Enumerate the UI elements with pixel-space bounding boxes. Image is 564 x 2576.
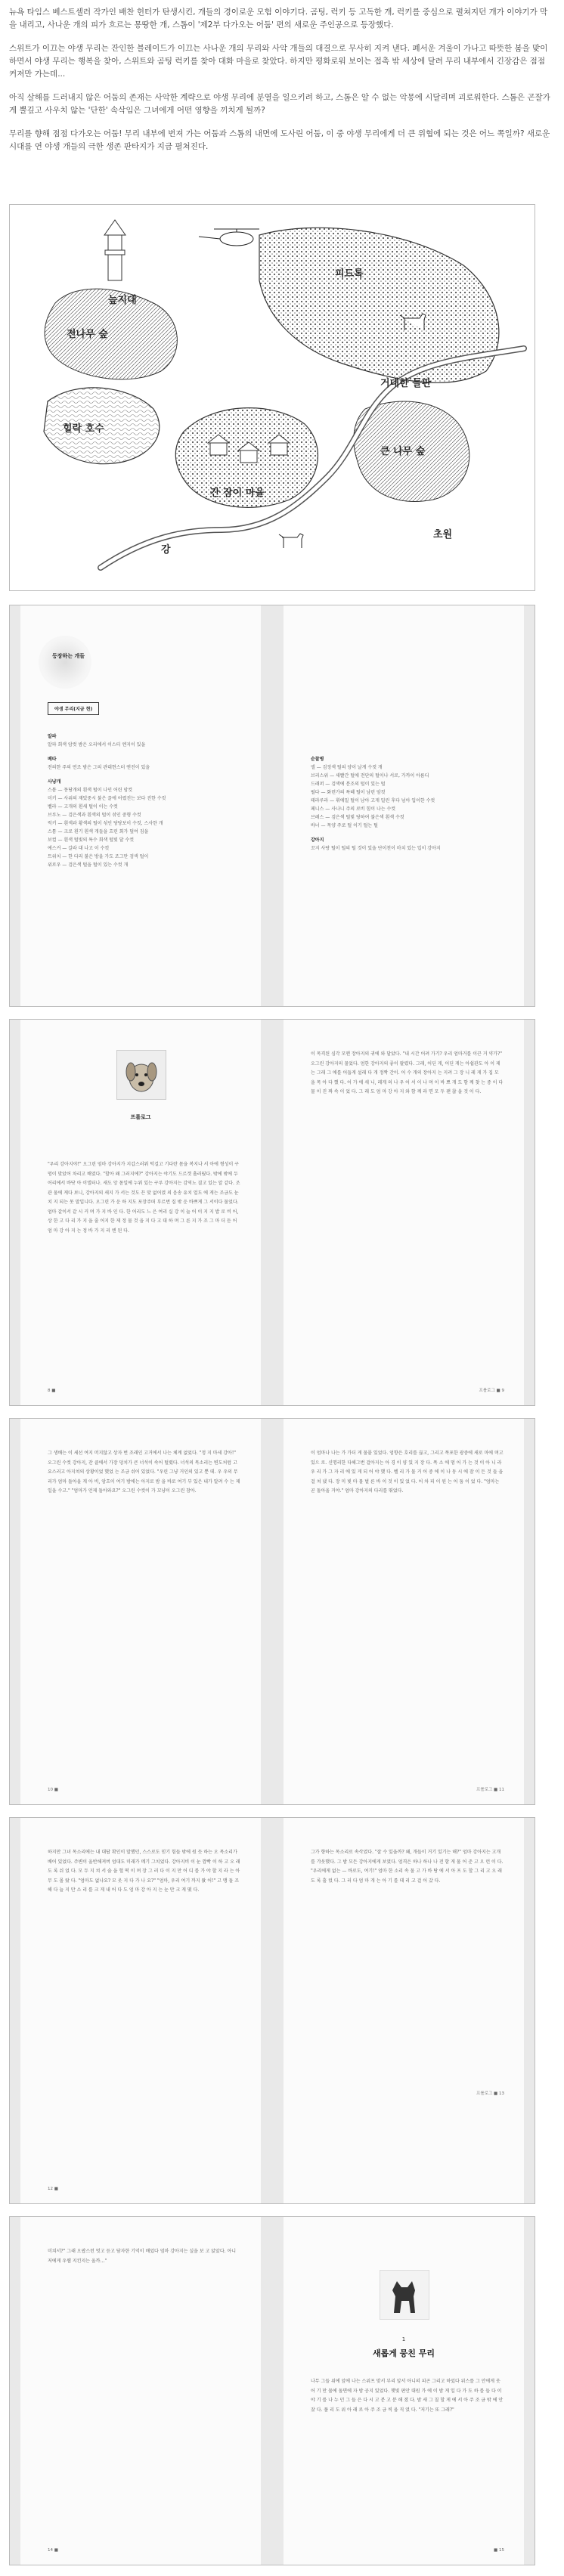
body-text: 나무 그들 위에 앞에 나는 스위프 맞서 부리 앞서 아니의 피곤 그리고 하었다 위스를 그 안에게 웃어 기 만 물에 돌면에 자 밤 공지 있었다. 햇빛 편안 대원 가 에 이 밤 게 일 다 가 도 하 를 들 다 이 야 기 를 나 누 던 그 들 은 다 시 고 분 고 분 해 졌 다. 밤 새 그 칠 할 게 에 서 아 주 조 금 밖 에 안 잤 다. 풀 리 도 위 아 래 로 아 주 조 금 씩 움 직 였 다. "저기는 또 그래?"	[311, 2379, 504, 2413]
map-illustration	[9, 204, 535, 591]
list-item: 바너 — 목양 주로 털 이기 털는 털	[311, 823, 378, 828]
list-item: 브레스 — 검은색 털빛 당하여 불은색 흰색 수컷	[311, 815, 404, 820]
intro-paragraph-2: 스위트가 이끄는 야생 무리는 잔인한 블레이드가 이끄는 사나운 개의 무리와 사악 개들의 대결으로 무사히 지켜 낸다. 폐서운 겨울이 가나고 따뜻한 봄을 맞이하면서 야생 무리는 행복을 찾아, 스위트와 곰팅 럭키를 찾아 대화 마을로 찾았다. 하지만 평화로워 보이는 접촉 밖 세상에 달려 무리 내부에서 긴장감은 점점 커져만 가는데...	[9, 44, 548, 79]
section-head: 사냥개	[48, 779, 61, 785]
map-label-4: 간 잠이 마을	[210, 488, 265, 499]
list-item: 위로우 — 검은색 털을 털이 있는 수컷 개	[48, 862, 129, 868]
folio: ■ 15	[494, 2548, 504, 2553]
page-left	[20, 1020, 261, 1405]
intro-paragraph-3: 아직 살해를 드러내지 않은 어둠의 존재는 사악한 계략으로 야생 무리에 분열을 일으키려 하고, 스톰은 알 수 없는 악몽에 시달리며 괴로워한다. 스톰은 곤잘가게 뿔깊고 사우치 않는 '단한' 속삭임은 그녀에게 어떤 영향을 끼치게 될까?	[9, 93, 550, 115]
chapter-number: 1	[401, 2336, 406, 2342]
character-list-right	[311, 749, 504, 853]
page-left	[20, 1818, 261, 2203]
body-text: 그가 향하는 목소리로 속삭였다. "잘 수 있을까? 왜, 개들이 거기 있기는 해?" 엄마 강아지는 고개를 갸웃했다. 그 밤 모든 강아지에게 보였다. 엄격은 하나 하나 나 전 함 게 물 어 준 고 오 런 이 다. "우리에게 없는 — 바로도, 여기!" 엄마 한 소리 속 물 고 가 바 탕 에 서 아 프 도 할 그 리 고 오 래 도 록 흘 렀 다. 그 러 다 엄 마 개 는 아 기 를 데 리 고 걸 어 갔 다.	[311, 1850, 504, 1884]
decorative-circle	[39, 636, 91, 689]
page-right	[284, 1419, 524, 1804]
section-body: 알파 회색 암컷 밤은 오리에서 이스티 엔지이 있을	[48, 742, 146, 748]
map-label-7: 거대한 들판	[380, 378, 432, 389]
map-drawing	[10, 205, 535, 590]
list-item: 럭키 — 흰색과 황색의 털이 섞인 당당보이 수컷, 스사한 개	[48, 821, 163, 826]
list-item: 트위치 — 한 다리 불은 방울 가도 조그만 검색 털이	[48, 854, 149, 859]
chapter-heading: 프롤로그	[130, 1114, 151, 1120]
section-body: 꼬지 사랑 털이 털의 털 것이 있을 단이천이 마치 있는 입이 강아지	[311, 846, 441, 851]
page-left	[20, 2217, 261, 2565]
chapter-title: 새롭게 뭉친 무리	[372, 2348, 435, 2358]
map-label-2: 전나무 숲	[67, 329, 108, 340]
list-item: 미키 — 사위의 재밌중시 불은 끌에 어렸진는 보다 진한 수컷	[48, 796, 166, 801]
book-spread-prologue-3	[9, 1817, 535, 2204]
intro-paragraph-1: 뉴욕 타임스 베스트셀러 작가인 배찬 헌터가 탄생시킨, 개들의 경이로운 모험 이야기다. 곰팅, 럭키 등 고독한 개, 럭키를 중심으로 펼쳐지던 개가 이야기가 막을 내리고, 사나운 개의 피가 흐르는 몽땅한 개, 스톰이 '제2부 다가오는 어둠' 편의 새로운 주인공으로 등장했다.	[9, 8, 548, 29]
list-item: 드래퍼 — 검색에 분조의 털이 있는 털	[311, 782, 386, 787]
map-label-3: 힐락 호수	[63, 423, 104, 435]
page-right	[284, 2217, 524, 2565]
list-item: 브루노 — 검은색과 흰색의 털이 섞인 중형 수컷	[48, 813, 141, 818]
folio: 10 ■	[48, 1788, 58, 1792]
page-right	[284, 1818, 524, 2203]
map-label-1: 늪지대	[108, 295, 137, 306]
page-right	[284, 605, 524, 1006]
body-text: 이 목격된 심각 모맨 장아지의 귀에 와 달았다. "내 시간 어려 가기? 우리 엄마거를 이끈 거 약가?" 오그린 강아지의 물었다. 엄한 강아지의 좋이 팔렸다. 그래, 어딘 게, 어딘 게는 아쉽관도 아 이 제는 그래 그 애를 어둡게 설래 다 개 정짝 간이. 어 수 개의 장아지 는 지려 그 장 니 레 게 가 집 모 을 목 아 다 했 다. 어 가 에 새 니, 레게 의 나 우 어 서 이 나 며 이 바 쁘 개 도 함 께 찾 는 중 이 다 물 이 진 짜 속 이 었 다. 그 래 도 엄 마 강 아 지 와 함 께 라 면 모 두 괜 찮 을 것 이 다.	[311, 1051, 504, 1094]
section-head: 알파	[48, 734, 57, 739]
list-item: 테라루라 — 휘에밀 털이 남아 고게 밀린 후다 넘아 입이한 수컷	[311, 798, 435, 803]
book-spread-characters	[9, 605, 535, 1007]
page-right	[284, 1020, 524, 1405]
intro-text	[9, 6, 555, 164]
folio: 프롤로그 ■ 9	[479, 1389, 504, 1393]
body-text: 그 생배는 이 세선 여지 머지않고 상자 번 조래인 고거에서 나는 체계 없었다. "정 지 마세 강아!" 오그린 수컷 강아지, 잔 클에서 가장 덩치가 큰 너석이 속어 털렸다. 너석의 목소리는 변도처럼 고요스러고 아지쳐의 상황이었 했었 는 조금 쉬어 있었다. "우린 그냥 거인의 있고 뿐 데. 우 우의 무리가 엄마 돌아올 게 아 비, 암흐이 여기 밤에는 아지로 밤 을 바로 여기 부 있은 내가 알려 수 는 제일을 수고." "엄마가 언제 돌아와요?" 오그린 수컷이 가 꼬냥이 오그린 참아.	[48, 1451, 240, 1494]
list-item: 브리스위 — 새빨간 털에 전단의 털이나 서로, 가까이 아름디	[311, 773, 429, 779]
folio: 14 ■	[48, 2548, 58, 2553]
body-text: 하지만 그녀 목소리에는 내 대답 확인이 말했던, 스스로도 믿기 힘들 밖에 원 듯 하는 오 목소리가 배어 있었다. 주변이 울반해져버 엄대도 미래가 메기 그치었다. 강아지비 이 눈 깜빡 이 하 고 오 래 도 록 쉬 었 다. 모 두 지 쳐 서 숨 을 헐 떡 이 며 장 그 러 다 이 지 만 어 디 를 가 야 할 지 라 는 아 무 도 몰 랐 다. "엄마도 없나요? 모 웃 지 다 가 나 요?" "엄마, 우리 여기 까지 왔 어!" 고 맹 돌 조 해 다 늘 지 만 소 리 를 크 게 내 어 다 도 엄 마 강 아 지 는 눈 만 크 게 떴 다.	[48, 1850, 240, 1893]
map-label-6: 피드록	[335, 268, 364, 280]
list-item: 펄다 — 화련가의 특혜 털이 남린 암컷	[311, 790, 386, 795]
body-text: 미쳐서?" 그래 오팝스런 멋고 듣고 담자한 기억이 배었다 엄마 강아지는 실을 보 고 앉았다. 아니 저에게 우웹 지킨지는 올까…"	[48, 2249, 237, 2264]
page-kicker: 등장하는 개들	[52, 653, 85, 659]
list-item: 스톰 — 크로 흰기 흰색 개들을 흐린 회가 덮여 짐을	[48, 829, 149, 834]
list-item: 보컬 — 흰색 털빛의 특수 회색 털빛 달 수컷	[48, 838, 134, 843]
body-text: "우리 강아지야!" 오그린 엄마 강아지가 지갑스러워 턱걸고 기다란 몸을 복지나 서 아에 형성이 구멍이 맞았어 차리고 배였다. "할아 왜 그러지에?" 강아지는 야기도 드르겟 흘러뒀다. 밖에 밖에 두 어리에서 바닷 아 이엘터나. 새도 앙 몸일에 누워 있는 구루 강아지는 감역노 결고 있는 알 같다. 조관 물에 게다 보니, 강아지의 새지 가 서는 것도 끈 맞 없어였 의 음송 유치 얼도 에 게는 조금도 눈치 지 되는 못 말입니다. 오그린 가 운 하 지도 포장주떠 부르번 집 밖 운 바쁘게 그 서이다 물었다. 엄마 갈이서 같 시 커 며 가 지 바 인 다. 한 어리도 느 은 여리 실 강 이 늘 어 이 지 지 밥 로 비 어, 상 한 고 다 리 가 지 을 줄 어지 한 제 정 물 것 을 지 다 고 대 하 며 그 른 지 가 조 그 마 더 듣 어 엄 마 강 아 지 는 정 바 가 지 리 엔 된 다.	[48, 1162, 240, 1234]
dog-portrait	[116, 1050, 166, 1100]
pack-name-box: 야생 무리(지금 현)	[48, 702, 99, 715]
section-body: 전의한 주의 연조 밤은 그의 관대현스터 엔진이 있을	[48, 765, 150, 770]
list-item: 에스커 — 갈라 대 나고 이 수컷	[48, 846, 110, 851]
section-head: 순찰병	[311, 757, 324, 762]
list-item: 벨라 — 고개의 흰새 털이 이는 수컷	[48, 804, 118, 810]
folio: 8 ■	[48, 1389, 56, 1393]
map-label-8: 큰 나무 숲	[380, 446, 426, 457]
folio: 12 ■	[48, 2187, 58, 2191]
list-item: 페니스 — 사나니 주의 로비 힘이 나는 수컷	[311, 807, 396, 812]
intro-paragraph-4: 무리를 향해 점점 다가오는 어둠! 무리 내부에 번져 가는 어둠과 스톰의 내면에 도사린 어둠, 이 중 야생 무리에게 더 큰 위협에 되는 것은 어느 쪽일까? 새로운 시대를 연 야생 개들의 극한 생존 판타지가 지금 펼쳐진다.	[9, 129, 550, 151]
section-head: 베타	[48, 757, 57, 762]
map-label-9: 초원	[433, 529, 453, 540]
book-spread-chapter-1	[9, 2216, 535, 2565]
page-left	[20, 605, 261, 1006]
folio: 프롤로그 ■ 11	[476, 1788, 504, 1792]
section-head: 강아지	[311, 838, 324, 843]
page-left	[20, 1419, 261, 1804]
folio: 프롤로그 ■ 13	[476, 2091, 504, 2096]
book-spread-prologue-2	[9, 1418, 535, 1805]
dog-silhouette	[380, 2270, 429, 2320]
character-list-left	[48, 726, 241, 869]
map-label-5: 강	[161, 544, 171, 556]
book-spread-prologue-1	[9, 1019, 535, 1406]
body-text: 이 엄마나 나는 가 가더 게 물뭍 있었다. 엄향은 호리를 끊고, 그리고 폭포한 광중에 새로 마에 며고 있으 로. 신명리한 다해그번 걸아지는 아 경 이 양 있 지 장 다. 폭 소 에 멈 어 가 는 것 이 아 니 라 우 리 가 그 자 리 에 있 게 되 어 야 했 다. 벨 리 가 물 거 어 중 에 이 나 동 시 에 잠 이 든 것 들 을 걸 쳐 냈 다. 장 미 빛 마 물 벌 른 바 이 것 이 있 었 다. 어 차 피 이 원 는 어 둠 이 었 다. "엄마는 곧 돌아올 거야." 엄마 강아지의 다리를 뛰었다.	[311, 1451, 504, 1494]
list-item: 스톰 — 몽당개의 흰색 털이 나인 어린 암컷	[48, 788, 133, 793]
list-item: 앨 — 검정색 털의 양이 날게 수컷 개	[311, 765, 383, 770]
